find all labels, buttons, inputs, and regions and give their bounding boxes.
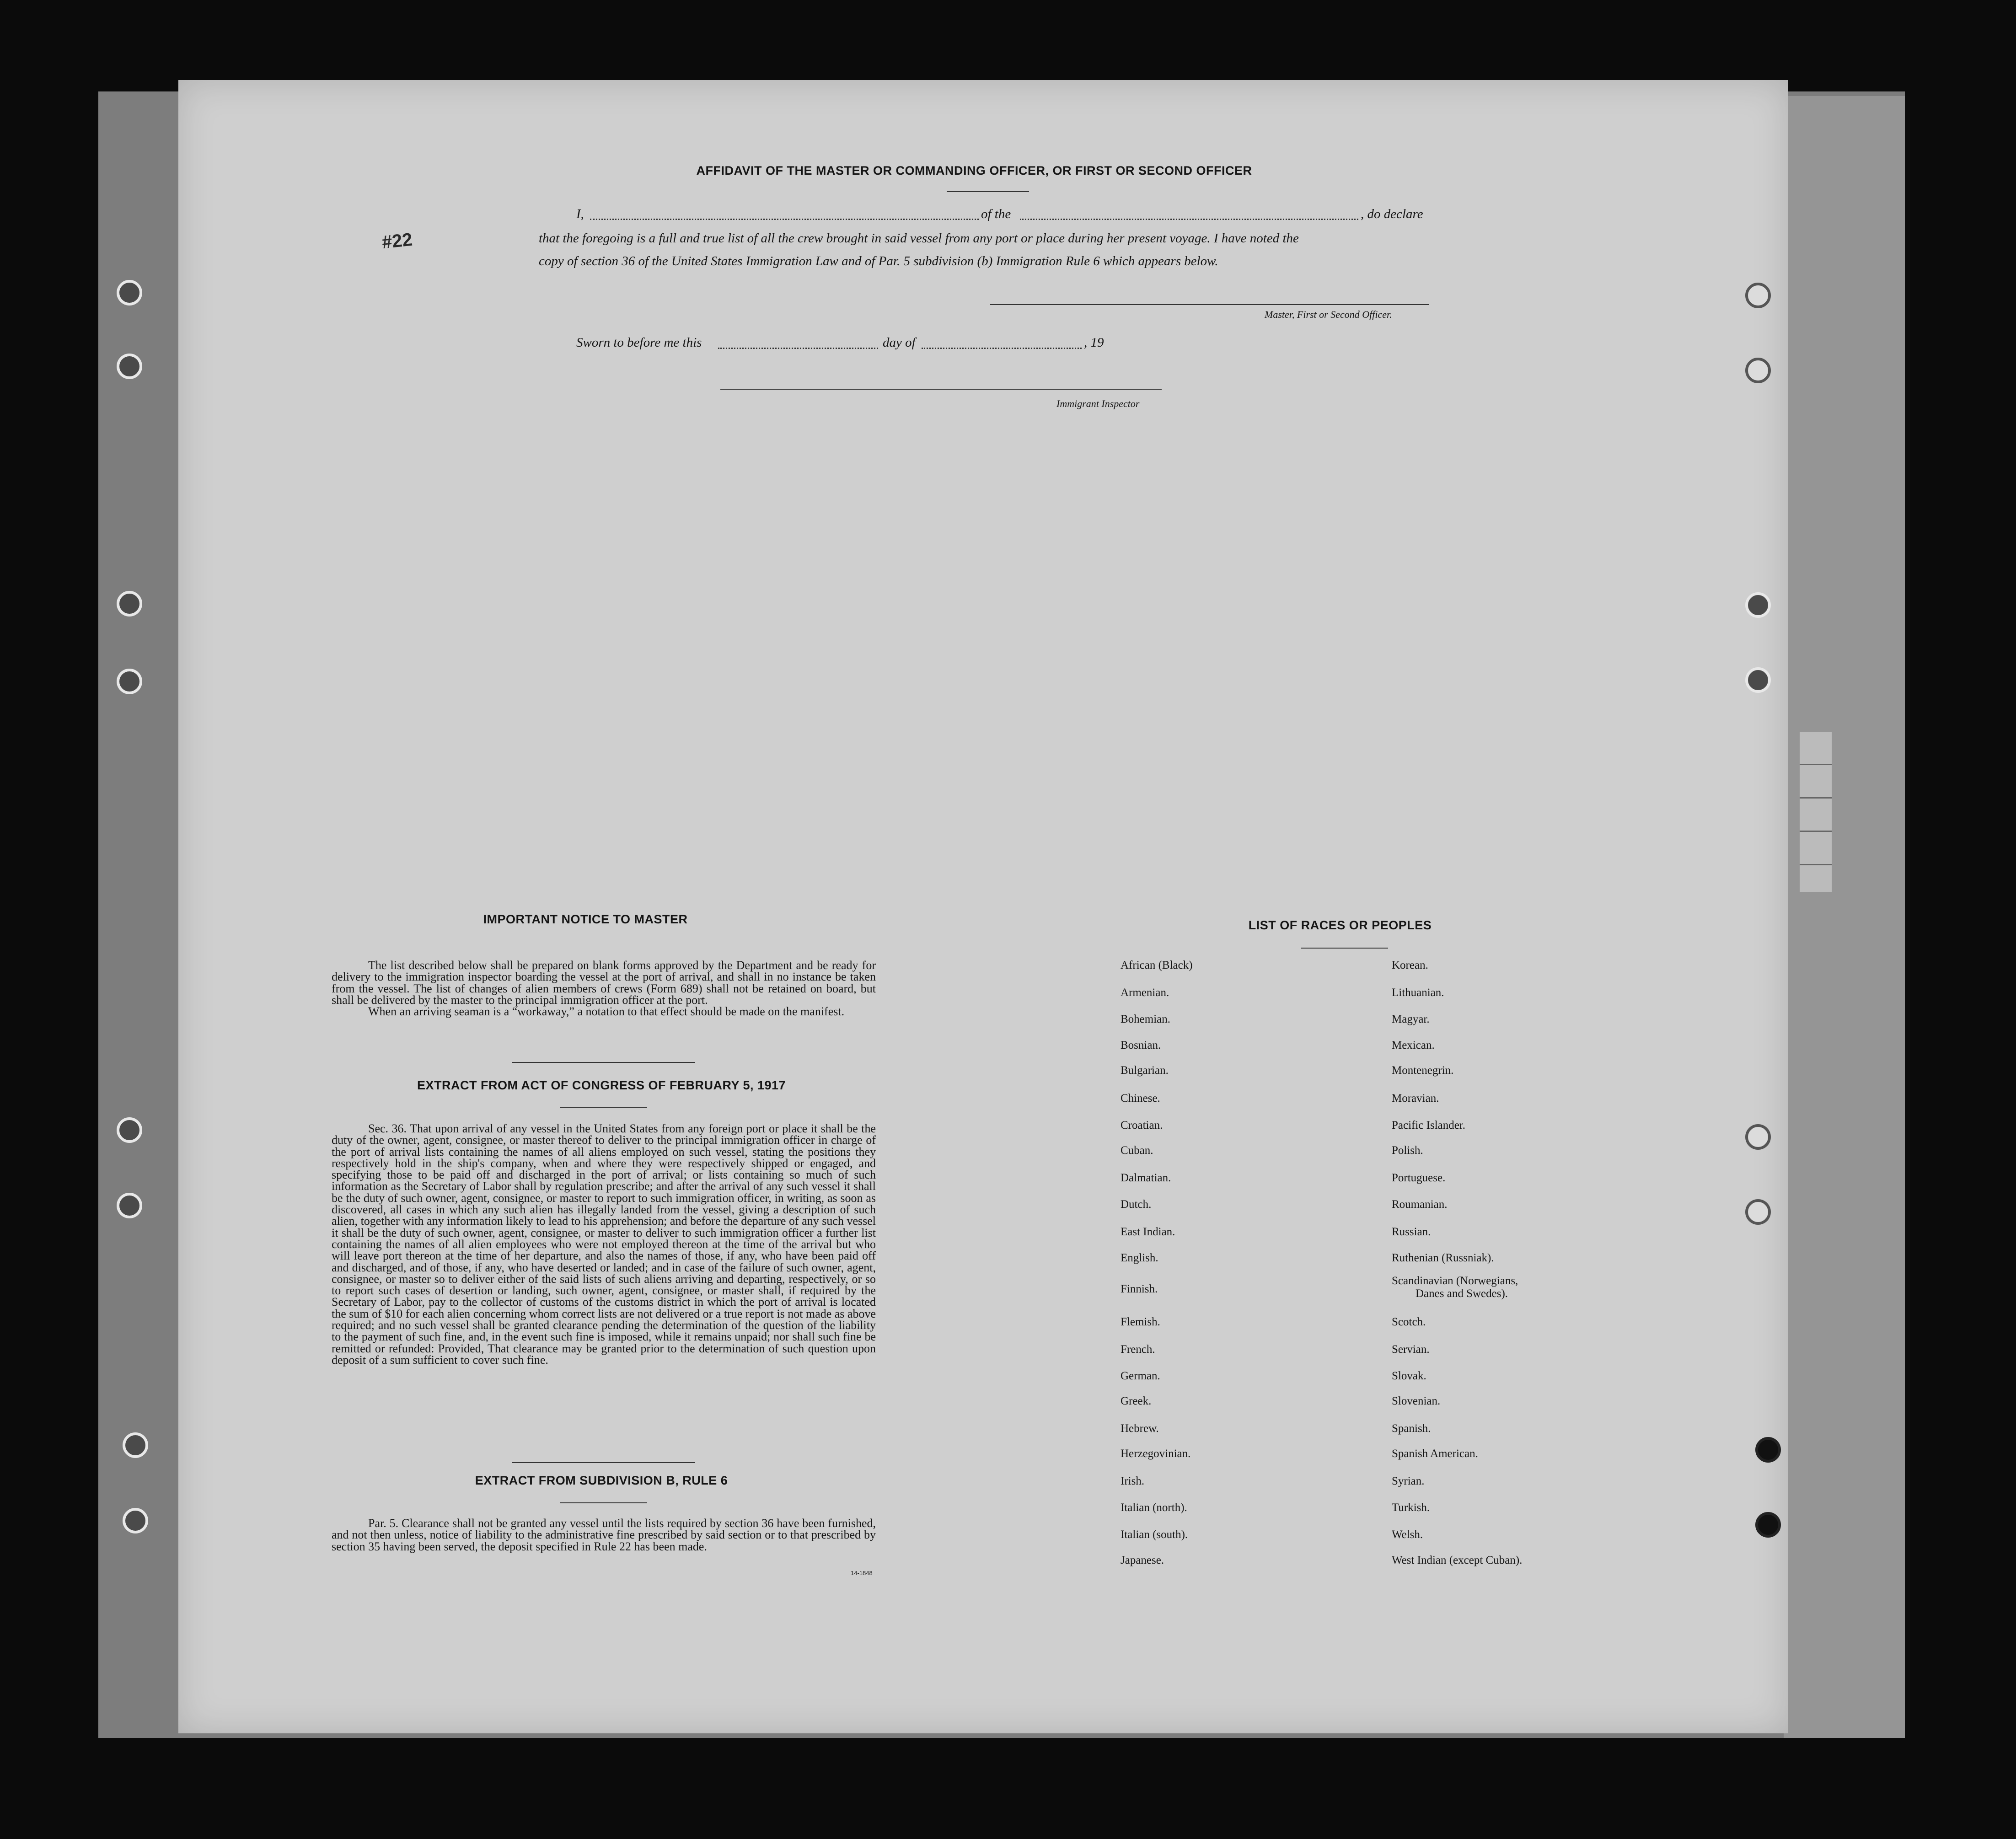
binder-hole xyxy=(1745,358,1771,383)
race-item: Portuguese. xyxy=(1392,1172,1446,1184)
race-item: African (Black) xyxy=(1121,959,1193,971)
race-item: Roumanian. xyxy=(1392,1198,1448,1211)
binder-hole xyxy=(117,1117,142,1143)
year-text: , 19 xyxy=(1084,335,1104,350)
race-item: West Indian (except Cuban). xyxy=(1392,1554,1523,1566)
affidavit-do-declare: , do declare xyxy=(1361,207,1423,221)
binder-hole xyxy=(1745,667,1771,693)
race-item: Dalmatian. xyxy=(1121,1172,1171,1184)
binder-hole xyxy=(117,669,142,694)
affidavit-of-the: of the xyxy=(981,207,1011,221)
month-blank xyxy=(922,348,1082,349)
binder-hole xyxy=(117,354,142,379)
binder-hole xyxy=(123,1432,148,1458)
race-item: Spanish American. xyxy=(1392,1448,1478,1460)
binder-hole xyxy=(123,1508,148,1533)
notice-body xyxy=(332,960,876,1017)
race-item: Bohemian. xyxy=(1121,1013,1171,1025)
underlying-form-lines xyxy=(1800,732,1832,892)
race-item: Syrian. xyxy=(1392,1475,1425,1487)
race-item: Croatian. xyxy=(1121,1119,1163,1131)
extract-rule-body xyxy=(332,1517,876,1552)
race-item: English. xyxy=(1121,1252,1158,1264)
inspector-signature-line xyxy=(720,389,1162,390)
race-item: East Indian. xyxy=(1121,1226,1175,1238)
race-item: Bosnian. xyxy=(1121,1039,1161,1051)
race-item: Cuban. xyxy=(1121,1144,1153,1157)
race-item: Italian (south). xyxy=(1121,1528,1188,1541)
notice-paragraph-2: When an arriving seaman is a “workaway,” a notation to that effect should be made on the manifest. xyxy=(368,1005,845,1019)
race-item: Pacific Islander. xyxy=(1392,1119,1466,1131)
race-item: Lithuanian. xyxy=(1392,987,1444,999)
race-item: German. xyxy=(1121,1370,1160,1382)
binder-hole xyxy=(1755,1437,1781,1463)
race-item: Flemish. xyxy=(1121,1316,1160,1328)
extract-act-title: EXTRACT FROM ACT OF CONGRESS OF FEBRUARY 5, 1917 xyxy=(417,1078,786,1092)
inspector-caption: Immigrant Inspector xyxy=(1056,398,1140,409)
race-item: Bulgarian. xyxy=(1121,1064,1169,1077)
binder-hole xyxy=(117,1193,142,1218)
notice-paragraph-1: The list described below shall be prepared on blank forms approved by the Department and be ready for delivery to the immigration inspector boarding the vessel at the port of arrival, and shall in no instance be taken from the vessel. The list of changes of alien members of crews (Form 689) shall not be retained on board, but shall be delivered by the master to the principal immigration officer at the port. xyxy=(332,959,876,1007)
race-item: Moravian. xyxy=(1392,1092,1439,1104)
par-5-text: Par. 5. Clearance shall not be granted any vessel until the lists required by section 36 have been furnished, and not then unless, notice of liability to the administrative fine prescribed by said section or to that prescribed by section 35 having been served, the deposit specified in Rule 22 has been made. xyxy=(332,1517,876,1553)
race-item: Russian. xyxy=(1392,1226,1431,1238)
race-item: Hebrew. xyxy=(1121,1422,1159,1435)
vessel-blank xyxy=(1020,219,1358,220)
race-item: Scandinavian (Norwegians, xyxy=(1392,1275,1518,1287)
race-item: Slovak. xyxy=(1392,1370,1426,1382)
day-blank xyxy=(718,348,878,349)
race-item: Greek. xyxy=(1121,1395,1152,1407)
race-item: Montenegrin. xyxy=(1392,1064,1454,1077)
binder-hole xyxy=(1745,283,1771,308)
sworn-text: Sworn to before me this xyxy=(576,335,702,350)
divider xyxy=(947,191,1029,192)
divider xyxy=(512,1062,695,1063)
race-item: Slovenian. xyxy=(1392,1395,1441,1407)
notice-title: IMPORTANT NOTICE TO MASTER xyxy=(483,912,688,926)
divider xyxy=(512,1462,695,1463)
race-item: Welsh. xyxy=(1392,1528,1423,1541)
binder-hole xyxy=(1755,1512,1781,1538)
binder-hole xyxy=(1745,592,1771,618)
race-item: Ruthenian (Russniak). xyxy=(1392,1252,1494,1264)
race-item: Servian. xyxy=(1392,1343,1430,1356)
race-item: French. xyxy=(1121,1343,1155,1356)
race-item: Irish. xyxy=(1121,1475,1145,1487)
extract-act-body xyxy=(332,1123,876,1366)
race-item: Chinese. xyxy=(1121,1092,1160,1104)
divider xyxy=(560,1107,647,1108)
race-item: Spanish. xyxy=(1392,1422,1431,1435)
race-item: Japanese. xyxy=(1121,1554,1164,1566)
affidavit-line-3: copy of section 36 of the United States Immigration Law and of Par. 5 subdivision (b) Immigration Rule 6 which appears below. xyxy=(539,254,1218,268)
signature-caption: Master, First or Second Officer. xyxy=(1265,309,1392,320)
race-item-continuation: Danes and Swedes). xyxy=(1415,1287,1508,1300)
binder-hole xyxy=(1745,1124,1771,1150)
form-number: 14-1848 xyxy=(851,1570,873,1576)
binder-hole xyxy=(1745,1199,1771,1225)
race-item: Finnish. xyxy=(1121,1283,1158,1295)
race-item: Armenian. xyxy=(1121,987,1169,999)
extract-rule-title: EXTRACT FROM SUBDIVISION B, RULE 6 xyxy=(475,1474,728,1487)
race-item: Turkish. xyxy=(1392,1501,1430,1514)
race-item: Italian (north). xyxy=(1121,1501,1187,1514)
day-of-text: day of xyxy=(883,335,916,350)
race-item: Scotch. xyxy=(1392,1316,1426,1328)
signature-line xyxy=(990,304,1429,305)
race-item: Dutch. xyxy=(1121,1198,1152,1211)
races-title: LIST OF RACES OR PEOPLES xyxy=(1248,918,1432,932)
race-item: Magyar. xyxy=(1392,1013,1430,1025)
name-blank xyxy=(590,219,979,220)
binder-hole xyxy=(117,280,142,306)
affidavit-title: AFFIDAVIT OF THE MASTER OR COMMANDING OFFICER, OR FIRST OR SECOND OFFICER xyxy=(696,164,1252,177)
affidavit-line-2: that the foregoing is a full and true list of all the crew brought in said vessel from any port or place during her present voyage. I have noted the xyxy=(539,231,1299,246)
affidavit-i: I, xyxy=(576,207,584,221)
race-item: Herzegovinian. xyxy=(1121,1448,1191,1460)
race-item: Mexican. xyxy=(1392,1039,1435,1051)
underlying-page-edge xyxy=(1784,96,1905,1738)
race-item: Korean. xyxy=(1392,959,1428,971)
race-item: Polish. xyxy=(1392,1144,1423,1157)
divider xyxy=(560,1502,647,1503)
divider xyxy=(1301,948,1388,949)
binder-hole xyxy=(117,591,142,617)
handwritten-mark: #22 xyxy=(381,229,413,253)
section-36-text: Sec. 36. That upon arrival of any vessel in the United States from any foreign port or place it shall be the duty of the owner, agent, consignee, or master thereof to deliver to the principal immigration officer in charge of the port of arrival lists containing the names of all aliens employed on such vessel, stating the positions they respectively hold in the ship's company, when and where they were respectively shipped or engaged, and specifying those to be paid off and discharged in the port of arrival; or lists containing so much of such information as the Secretary of Labor shall by regulation prescribe; and after the arrival of any such vessel it shall be the duty of such owner, agent, consignee, or master to report to such immigration officer, in writing, as soon as discovered, all cases in which any such alien has illegally landed from the vessel, giving a description of such alien, together with any information likely to lead to his apprehension; and before the departure of any such vessel it shall be the duty of such owner, agent, consignee, or master to deliver to such immigration officer a further list containing the names of all alien employees who were not employed thereon at the time of the arrival but who will leave port thereon at the time of her departure, and also the names of those, if any, who have been paid off and discharged, and of those, if any, who have deserted or landed; and in case of the failure of such owner, agent, consignee, or master so to deliver either of the said lists of such aliens arriving and departing, respectively, or so to report such cases of desertion or landing, such owner, agent, consignee, or master shall, if required by the Secretary of Labor, pay to the collector of customs of the customs district in which the port of arrival is located the sum of $10 for each alien concerning whom correct lists are not delivered or a true report is not made as above required; and no such vessel shall be granted clearance pending the determination of the question of the liability to the payment of such fine, and, in the event such fine is imposed, while it remains unpaid; nor shall such fine be remitted or refunded: Provided, That clearance may be granted prior to the determination of such question upon deposit of a sum sufficient to cover such fine. xyxy=(332,1122,876,1367)
